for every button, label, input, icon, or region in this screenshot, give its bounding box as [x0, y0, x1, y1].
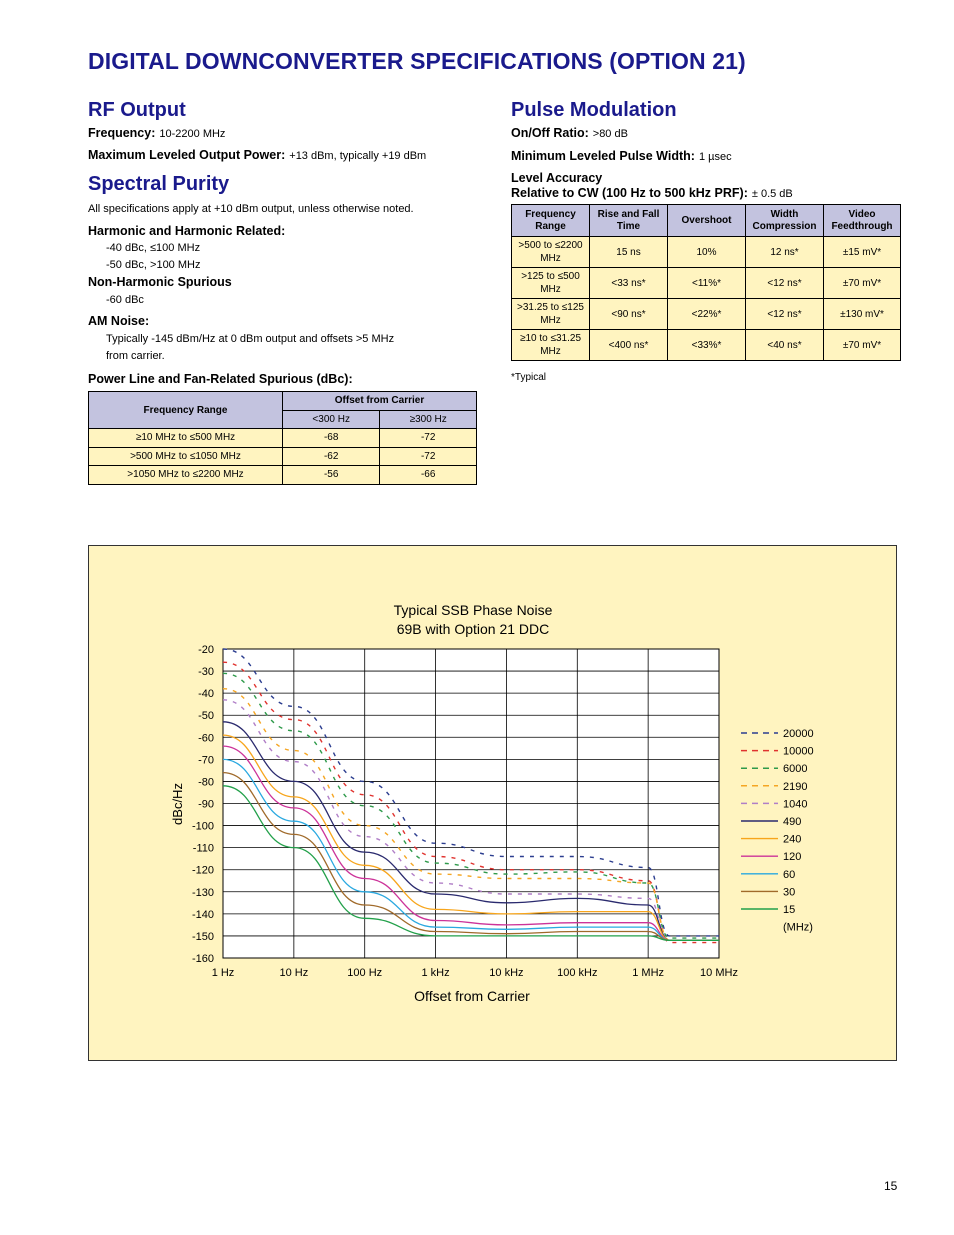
x-tick-label: 100 kHz: [557, 967, 598, 979]
accuracy-label: Level Accuracy: [511, 171, 603, 185]
legend-label: 30: [783, 886, 796, 899]
y-tick-label: -130: [191, 886, 214, 899]
legend-label: 15: [783, 904, 796, 916]
y-tick-label: -50: [198, 710, 214, 723]
x-tick-label: 10 MHz: [700, 967, 738, 979]
col-frequency-range: Frequency Range: [89, 392, 283, 429]
y-tick-label: -80: [198, 776, 214, 789]
legend-units: (MHz): [783, 921, 813, 934]
legend-label: 60: [783, 868, 796, 881]
chart-subtitle: 69B with Option 21 DDC: [396, 621, 550, 637]
frequency-label: Frequency:: [88, 126, 156, 140]
x-tick-label: 10 Hz: [279, 967, 309, 979]
nonharmonic-label: Non-Harmonic Spurious: [88, 275, 232, 289]
x-tick-label: 1 kHz: [421, 967, 450, 979]
frequency-spec: [88, 126, 225, 140]
col-offset-low: <300 Hz: [283, 410, 380, 429]
table-row: >500 MHz to ≤1050 MHz -62 -72: [89, 447, 477, 466]
y-tick-label: -100: [191, 820, 214, 833]
am-noise-line1: Typically -145 dBm/Hz at 0 dBm output and offsets >5 MHz: [106, 333, 395, 345]
rf-output-heading: RF Output: [88, 99, 186, 121]
col-header: Overshoot: [668, 205, 746, 237]
table-row: ≥10 MHz to ≤500 MHz -68 -72: [89, 429, 477, 448]
col-header: Width Compression: [746, 205, 824, 237]
col-offset: Offset from Carrier: [283, 392, 477, 411]
am-noise-line2: from carrier.: [106, 350, 165, 362]
y-axis-label: dBc/Hz: [170, 783, 185, 825]
legend-label: 240: [783, 833, 802, 846]
y-tick-label: -70: [198, 754, 214, 767]
table-row: >1050 MHz to ≤2200 MHz -56 -66: [89, 466, 477, 485]
y-tick-label: -160: [191, 953, 214, 965]
legend-label: 10000: [783, 745, 814, 758]
am-noise-label: AM Noise:: [88, 314, 150, 328]
legend-label: 490: [783, 816, 802, 828]
y-tick-label: -20: [198, 644, 214, 656]
pulse-table: [511, 204, 901, 361]
y-tick-label: -110: [192, 842, 214, 855]
y-tick-label: -140: [191, 908, 214, 921]
y-tick-label: -30: [198, 666, 214, 679]
col-header: Rise and Fall Time: [590, 205, 668, 237]
frequency-value: 10-2200 MHz: [159, 128, 226, 140]
harmonic-line2: -50 dBc, >100 MHz: [106, 259, 201, 271]
nonharmonic-value: -60 dBc: [106, 294, 144, 306]
table-row: >500 to ≤2200 MHz 15 ns 10% 12 ns* ±15 mV*: [512, 237, 901, 268]
x-tick-label: 1 Hz: [211, 967, 235, 979]
chart-legend: [741, 728, 814, 934]
harmonic-label: Harmonic and Harmonic Related:: [88, 224, 286, 238]
onoff-spec: On/Off Ratio: >80 dB: [511, 126, 628, 140]
spectral-note: All specifications apply at +10 dBm output, unless otherwise noted.: [88, 203, 414, 215]
y-tick-label: -150: [191, 930, 214, 943]
page-number: 15: [884, 1179, 898, 1193]
chart-title: Typical SSB Phase Noise: [393, 602, 553, 618]
table-row: ≥10 to ≤31.25 MHz <400 ns* <33%* <40 ns* ±70 mV*: [512, 330, 901, 361]
accuracy-spec: Relative to CW (100 Hz to 500 kHz PRF): ± 0.5 dB: [511, 186, 793, 200]
legend-label: 20000: [783, 728, 814, 740]
col-header: Video Feedthrough: [824, 205, 901, 237]
col-offset-high: ≥300 Hz: [380, 410, 477, 429]
power-spec: [88, 148, 426, 162]
y-tick-label: -60: [198, 732, 214, 745]
spurious-table: [88, 391, 477, 485]
harmonic-line1: -40 dBc, ≤100 MHz: [106, 242, 201, 254]
min-width-spec: Minimum Leveled Pulse Width: 1 µsec: [511, 149, 732, 163]
y-tick-label: -120: [191, 864, 214, 877]
legend-label: 120: [783, 851, 802, 864]
power-label: Maximum Leveled Output Power:: [88, 148, 286, 162]
legend-label: 1040: [783, 798, 808, 811]
x-axis-label: Offset from Carrier: [414, 988, 530, 1004]
x-tick-label: 100 Hz: [347, 967, 383, 979]
power-value: +13 dBm, typically +19 dBm: [289, 150, 427, 162]
y-tick-label: -40: [198, 688, 214, 701]
x-tick-label: 10 kHz: [489, 967, 524, 979]
page-title: DIGITAL DOWNCONVERTER SPECIFICATIONS (OPTION 21): [88, 48, 746, 74]
x-tick-label: 1 MHz: [632, 967, 665, 979]
legend-label: 2190: [783, 780, 808, 793]
pulse-modulation-heading: Pulse Modulation: [511, 99, 677, 121]
table-row: >125 to ≤500 MHz <33 ns* <11%* <12 ns* ±70 mV*: [512, 268, 901, 299]
y-tick-label: -90: [198, 798, 214, 811]
phase-noise-chart: [88, 545, 897, 1061]
legend-label: 6000: [783, 763, 808, 776]
col-header: Frequency Range: [512, 205, 590, 237]
powerline-label: Power Line and Fan-Related Spurious (dBc):: [88, 372, 353, 386]
typical-footnote: *Typical: [511, 372, 547, 383]
spectral-purity-heading: Spectral Purity: [88, 173, 230, 195]
phase-noise-chart-svg: [89, 546, 896, 1060]
chart-grid: [192, 644, 738, 979]
table-row: >31.25 to ≤125 MHz <90 ns* <22%* <12 ns* ±130 mV*: [512, 299, 901, 330]
